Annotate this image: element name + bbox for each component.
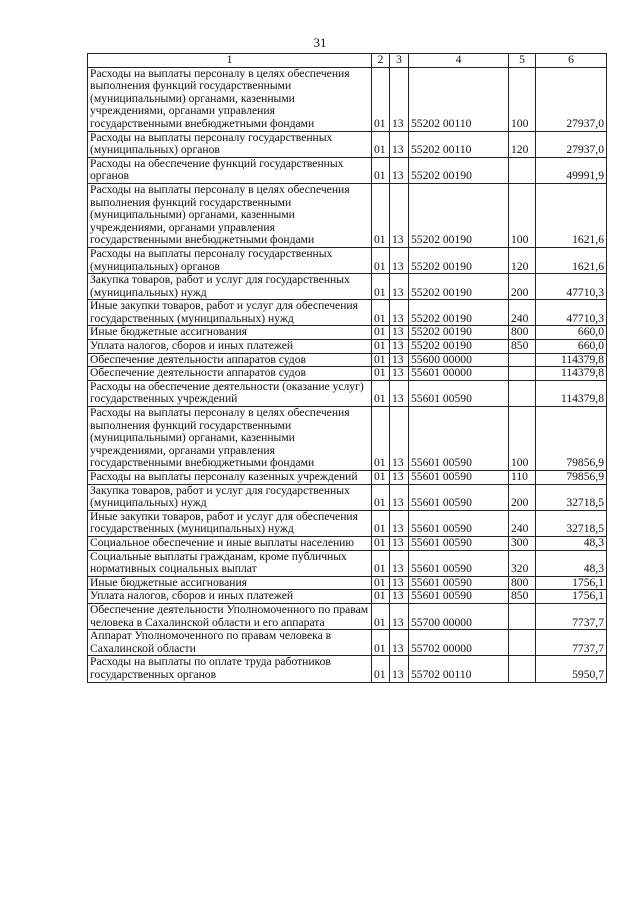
expense-name-cell: Расходы на выплаты персоналу государственных (муниципальных) органов bbox=[88, 131, 372, 157]
budget-table bbox=[87, 53, 607, 683]
subsection-code-cell: 13 bbox=[390, 630, 409, 656]
expense-type-cell: 800 bbox=[509, 576, 536, 590]
subsection-code-cell: 13 bbox=[390, 247, 409, 273]
target-article-cell: 55600 00000 bbox=[409, 353, 509, 367]
expense-type-cell: 850 bbox=[509, 340, 536, 354]
section-code-cell: 01 bbox=[372, 471, 390, 485]
section-code-cell: 01 bbox=[372, 510, 390, 536]
target-article-cell: 55601 00590 bbox=[409, 536, 509, 550]
table-row bbox=[88, 407, 607, 471]
amount-cell: 660,0 bbox=[536, 340, 607, 354]
section-code-cell: 01 bbox=[372, 274, 390, 300]
table-row bbox=[88, 274, 607, 300]
target-article-cell: 55700 00000 bbox=[409, 603, 509, 629]
expense-type-cell bbox=[509, 656, 536, 682]
column-header: 5 bbox=[509, 54, 536, 68]
subsection-code-cell: 13 bbox=[390, 326, 409, 340]
expense-name-cell: Иные бюджетные ассигнования bbox=[88, 576, 372, 590]
amount-cell: 79856,9 bbox=[536, 471, 607, 485]
expense-name-cell: Социальное обеспечение и иные выплаты населению bbox=[88, 536, 372, 550]
target-article-cell: 55202 00190 bbox=[409, 157, 509, 183]
column-header: 6 bbox=[536, 54, 607, 68]
target-article-cell: 55202 00190 bbox=[409, 340, 509, 354]
expense-type-cell bbox=[509, 380, 536, 406]
target-article-cell: 55601 00590 bbox=[409, 576, 509, 590]
target-article-cell: 55601 00590 bbox=[409, 550, 509, 576]
subsection-code-cell: 13 bbox=[390, 484, 409, 510]
table-row bbox=[88, 380, 607, 406]
amount-cell: 7737,7 bbox=[536, 603, 607, 629]
amount-cell: 114379,8 bbox=[536, 367, 607, 381]
expense-type-cell: 200 bbox=[509, 274, 536, 300]
expense-name-cell: Социальные выплаты гражданам, кроме публичных нормативных социальных выплат bbox=[88, 550, 372, 576]
subsection-code-cell: 13 bbox=[390, 656, 409, 682]
target-article-cell: 55202 00190 bbox=[409, 300, 509, 326]
amount-cell: 1756,1 bbox=[536, 576, 607, 590]
target-article-cell: 55601 00590 bbox=[409, 510, 509, 536]
expense-name-cell: Обеспечение деятельности аппаратов судов bbox=[88, 367, 372, 381]
target-article-cell: 55601 00000 bbox=[409, 367, 509, 381]
target-article-cell: 55601 00590 bbox=[409, 407, 509, 471]
section-code-cell: 01 bbox=[372, 157, 390, 183]
target-article-cell: 55702 00000 bbox=[409, 630, 509, 656]
table-row bbox=[88, 603, 607, 629]
section-code-cell: 01 bbox=[372, 550, 390, 576]
table-row bbox=[88, 630, 607, 656]
table-row bbox=[88, 367, 607, 381]
section-code-cell: 01 bbox=[372, 353, 390, 367]
expense-type-cell: 800 bbox=[509, 326, 536, 340]
amount-cell: 49991,9 bbox=[536, 157, 607, 183]
subsection-code-cell: 13 bbox=[390, 157, 409, 183]
subsection-code-cell: 13 bbox=[390, 340, 409, 354]
expense-name-cell: Расходы на выплаты персоналу казенных учреждений bbox=[88, 471, 372, 485]
section-code-cell: 01 bbox=[372, 247, 390, 273]
column-header: 4 bbox=[409, 54, 509, 68]
expense-name-cell: Расходы на выплаты персоналу государственных (муниципальных) органов bbox=[88, 247, 372, 273]
expense-type-cell: 850 bbox=[509, 590, 536, 604]
section-code-cell: 01 bbox=[372, 656, 390, 682]
table-row bbox=[88, 590, 607, 604]
table-row bbox=[88, 536, 607, 550]
expense-type-cell: 200 bbox=[509, 484, 536, 510]
target-article-cell: 55202 00190 bbox=[409, 247, 509, 273]
section-code-cell: 01 bbox=[372, 340, 390, 354]
section-code-cell: 01 bbox=[372, 326, 390, 340]
amount-cell: 1621,6 bbox=[536, 183, 607, 247]
section-code-cell: 01 bbox=[372, 183, 390, 247]
expense-name-cell: Закупка товаров, работ и услуг для государственных (муниципальных) нужд bbox=[88, 274, 372, 300]
section-code-cell: 01 bbox=[372, 367, 390, 381]
expense-type-cell: 320 bbox=[509, 550, 536, 576]
subsection-code-cell: 13 bbox=[390, 510, 409, 536]
expense-type-cell: 300 bbox=[509, 536, 536, 550]
amount-cell: 114379,8 bbox=[536, 353, 607, 367]
amount-cell: 48,3 bbox=[536, 536, 607, 550]
expense-type-cell: 110 bbox=[509, 471, 536, 485]
table-row bbox=[88, 550, 607, 576]
target-article-cell: 55202 00110 bbox=[409, 131, 509, 157]
section-code-cell: 01 bbox=[372, 536, 390, 550]
amount-cell: 7737,7 bbox=[536, 630, 607, 656]
section-code-cell: 01 bbox=[372, 576, 390, 590]
table-row bbox=[88, 576, 607, 590]
subsection-code-cell: 13 bbox=[390, 367, 409, 381]
expense-name-cell: Иные бюджетные ассигнования bbox=[88, 326, 372, 340]
subsection-code-cell: 13 bbox=[390, 131, 409, 157]
amount-cell: 79856,9 bbox=[536, 407, 607, 471]
table-body bbox=[88, 54, 607, 683]
target-article-cell: 55601 00590 bbox=[409, 484, 509, 510]
section-code-cell: 01 bbox=[372, 630, 390, 656]
target-article-cell: 55202 00190 bbox=[409, 326, 509, 340]
section-code-cell: 01 bbox=[372, 407, 390, 471]
expense-type-cell: 100 bbox=[509, 407, 536, 471]
table-row bbox=[88, 656, 607, 682]
expense-name-cell: Расходы на обеспечение деятельности (оказание услуг) государственных учреждений bbox=[88, 380, 372, 406]
subsection-code-cell: 13 bbox=[390, 407, 409, 471]
table-row bbox=[88, 183, 607, 247]
amount-cell: 1756,1 bbox=[536, 590, 607, 604]
amount-cell: 27937,0 bbox=[536, 67, 607, 131]
expense-name-cell: Аппарат Уполномоченного по правам человека в Сахалинской области bbox=[88, 630, 372, 656]
expense-type-cell: 240 bbox=[509, 510, 536, 536]
table-row bbox=[88, 67, 607, 131]
column-header: 1 bbox=[88, 54, 372, 68]
target-article-cell: 55202 00110 bbox=[409, 67, 509, 131]
subsection-code-cell: 13 bbox=[390, 576, 409, 590]
subsection-code-cell: 13 bbox=[390, 603, 409, 629]
amount-cell: 32718,5 bbox=[536, 484, 607, 510]
target-article-cell: 55601 00590 bbox=[409, 471, 509, 485]
subsection-code-cell: 13 bbox=[390, 550, 409, 576]
amount-cell: 5950,7 bbox=[536, 656, 607, 682]
section-code-cell: 01 bbox=[372, 300, 390, 326]
target-article-cell: 55601 00590 bbox=[409, 380, 509, 406]
table-row bbox=[88, 157, 607, 183]
expense-name-cell: Уплата налогов, сборов и иных платежей bbox=[88, 590, 372, 604]
expense-type-cell bbox=[509, 367, 536, 381]
amount-cell: 32718,5 bbox=[536, 510, 607, 536]
amount-cell: 47710,3 bbox=[536, 274, 607, 300]
section-code-cell: 01 bbox=[372, 131, 390, 157]
table-row bbox=[88, 471, 607, 485]
subsection-code-cell: 13 bbox=[390, 353, 409, 367]
subsection-code-cell: 13 bbox=[390, 536, 409, 550]
expense-name-cell: Уплата налогов, сборов и иных платежей bbox=[88, 340, 372, 354]
table-row bbox=[88, 353, 607, 367]
table-row bbox=[88, 340, 607, 354]
subsection-code-cell: 13 bbox=[390, 471, 409, 485]
section-code-cell: 01 bbox=[372, 603, 390, 629]
table-row bbox=[88, 326, 607, 340]
page-number: 31 bbox=[313, 35, 327, 50]
expense-type-cell: 100 bbox=[509, 67, 536, 131]
section-code-cell: 01 bbox=[372, 380, 390, 406]
amount-cell: 47710,3 bbox=[536, 300, 607, 326]
table-row bbox=[88, 247, 607, 273]
expense-type-cell bbox=[509, 630, 536, 656]
expense-name-cell: Закупка товаров, работ и услуг для государственных (муниципальных) нужд bbox=[88, 484, 372, 510]
expense-name-cell: Иные закупки товаров, работ и услуг для обеспечения государственных (муниципальных) нужд bbox=[88, 510, 372, 536]
table-row bbox=[88, 300, 607, 326]
amount-cell: 27937,0 bbox=[536, 131, 607, 157]
expense-type-cell: 100 bbox=[509, 183, 536, 247]
header-row bbox=[88, 54, 607, 68]
table-row bbox=[88, 131, 607, 157]
amount-cell: 1621,6 bbox=[536, 247, 607, 273]
expense-name-cell: Иные закупки товаров, работ и услуг для обеспечения государственных (муниципальных) нужд bbox=[88, 300, 372, 326]
subsection-code-cell: 13 bbox=[390, 590, 409, 604]
amount-cell: 114379,8 bbox=[536, 380, 607, 406]
target-article-cell: 55601 00590 bbox=[409, 590, 509, 604]
expense-type-cell bbox=[509, 353, 536, 367]
subsection-code-cell: 13 bbox=[390, 67, 409, 131]
subsection-code-cell: 13 bbox=[390, 183, 409, 247]
amount-cell: 48,3 bbox=[536, 550, 607, 576]
expense-type-cell: 120 bbox=[509, 247, 536, 273]
expense-name-cell: Обеспечение деятельности аппаратов судов bbox=[88, 353, 372, 367]
expense-name-cell: Расходы на обеспечение функций государственных органов bbox=[88, 157, 372, 183]
expense-name-cell: Обеспечение деятельности Уполномоченного по правам человека в Сахалинской области и его аппарата bbox=[88, 603, 372, 629]
target-article-cell: 55202 00190 bbox=[409, 274, 509, 300]
section-code-cell: 01 bbox=[372, 590, 390, 604]
expense-name-cell: Расходы на выплаты персоналу в целях обеспечения выполнения функций государственными (муниципальными) органами, казенными учреждениями, органами управления государственными внебюджетными фондами bbox=[88, 67, 372, 131]
expense-type-cell: 120 bbox=[509, 131, 536, 157]
amount-cell: 660,0 bbox=[536, 326, 607, 340]
expense-name-cell: Расходы на выплаты по оплате труда работников государственных органов bbox=[88, 656, 372, 682]
column-header: 2 bbox=[372, 54, 390, 68]
expense-name-cell: Расходы на выплаты персоналу в целях обеспечения выполнения функций государственными (муниципальными) органами, казенными учреждениями, органами управления государственными внебюджетными фондами bbox=[88, 183, 372, 247]
expense-type-cell bbox=[509, 157, 536, 183]
column-header: 3 bbox=[390, 54, 409, 68]
target-article-cell: 55702 00110 bbox=[409, 656, 509, 682]
expense-name-cell: Расходы на выплаты персоналу в целях обеспечения выполнения функций государственными (муниципальными) органами, казенными учреждениями, органами управления государственными внебюджетными фондами bbox=[88, 407, 372, 471]
section-code-cell: 01 bbox=[372, 67, 390, 131]
table-row bbox=[88, 484, 607, 510]
table-row bbox=[88, 510, 607, 536]
section-code-cell: 01 bbox=[372, 484, 390, 510]
subsection-code-cell: 13 bbox=[390, 274, 409, 300]
expense-type-cell: 240 bbox=[509, 300, 536, 326]
subsection-code-cell: 13 bbox=[390, 380, 409, 406]
expense-type-cell bbox=[509, 603, 536, 629]
target-article-cell: 55202 00190 bbox=[409, 183, 509, 247]
subsection-code-cell: 13 bbox=[390, 300, 409, 326]
